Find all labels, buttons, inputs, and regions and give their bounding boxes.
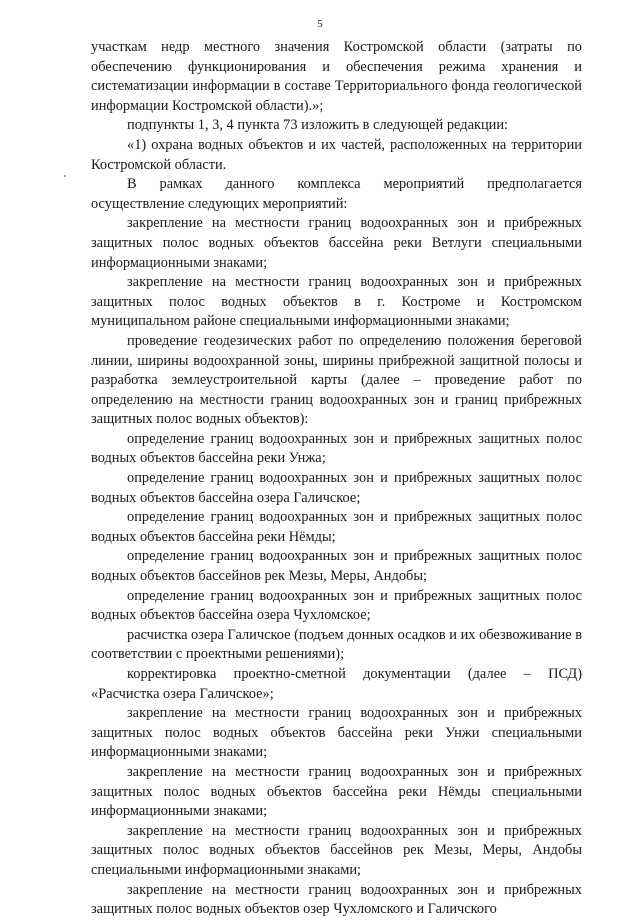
list-item: определение границ водоохранных зон и прибрежных защитных полос водных объектов бассейна озера Чухломское;: [91, 587, 582, 624]
list-item: проведение геодезических работ по определению положения береговой линии, ширины водоохранной зоны, ширины прибрежной защитной полосы и разработка землеустроительной карты (далее – проведение работ по определению на местности границ водоохранных зон и границ прибрежных защитных полос водных объектов):: [91, 332, 582, 428]
list-item: закрепление на местности границ водоохранных зон и прибрежных защитных полос водных объектов бассейна реки Ветлуги специальными информационными знаками;: [91, 215, 582, 271]
paragraph-continuation: участкам недр местного значения Костромской области (затраты по обеспечению функционирования и обеспечения режима хранения и систематизации информации в составе Территориального фонда геологической информации Костромской области).»;: [91, 39, 582, 114]
list-item: закрепление на местности границ водоохранных зон и прибрежных защитных полос водных объектов озер Чухломского и Галичского: [91, 881, 582, 918]
list-item: определение границ водоохранных зон и прибрежных защитных полос водных объектов бассейна реки Нёмды;: [91, 509, 582, 545]
list-item: определение границ водоохранных зон и прибрежных защитных полос водных объектов бассейна реки Унжа;: [91, 430, 582, 467]
document-body: [91, 38, 582, 920]
scan-speck: [64, 175, 66, 177]
list-item: корректировка проектно-сметной документации (далее – ПСД) «Расчистка озера Галичское»;: [91, 666, 582, 702]
list-item: закрепление на местности границ водоохранных зон и прибрежных защитных полос водных объектов бассейнов рек Мезы, Меры, Андобы специальными информационными знаками;: [91, 822, 582, 878]
list-item: закрепление на местности границ водоохранных зон и прибрежных защитных полос водных объектов бассейна реки Унжи специальными информационными знаками;: [91, 705, 582, 761]
paragraph-item-1: «1) охрана водных объектов и их частей, расположенных на территории Костромской области.: [91, 136, 582, 173]
paragraph-measures-intro: В рамках данного комплекса мероприятий предполагается осуществление следующих мероприятий:: [91, 176, 582, 212]
paragraph-amendment-intro: подпункты 1, 3, 4 пункта 73 изложить в следующей редакции:: [127, 117, 509, 134]
list-item: определение границ водоохранных зон и прибрежных защитных полос водных объектов бассейна озера Галичское;: [91, 470, 582, 506]
page-number: 5: [317, 18, 323, 30]
list-item: определение границ водоохранных зон и прибрежных защитных полос водных объектов бассейнов рек Мезы, Меры, Андобы;: [91, 548, 582, 585]
list-item: расчистка озера Галичское (подъем донных осадков и их обезвоживание в соответствии с проектными решениями);: [91, 626, 583, 663]
list-item: закрепление на местности границ водоохранных зон и прибрежных защитных полос водных объектов бассейна реки Нёмды специальными информационными знаками;: [91, 763, 582, 820]
list-item: закрепление на местности границ водоохранных зон и прибрежных защитных полос водных объектов в г. Костроме и Костромском муниципальном районе специальными информационными знаками;: [91, 274, 582, 330]
